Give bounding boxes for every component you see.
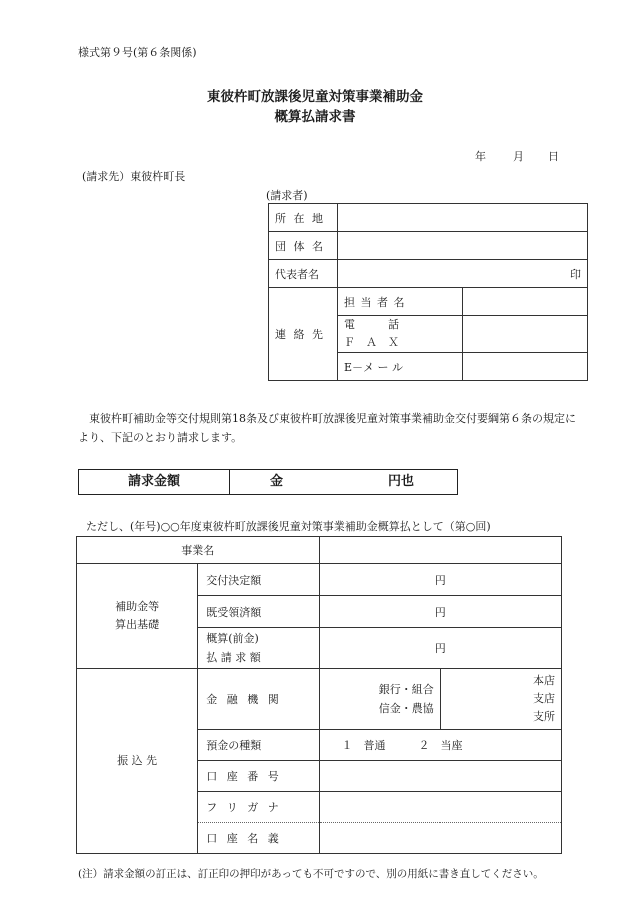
contact-person-label: 担 当 者 名 — [338, 288, 463, 316]
basis-label-line1: 補助金等 — [115, 600, 160, 613]
form-number: 様式第９号(第６条関係) — [78, 46, 197, 59]
advance-label-line1: 概算(前金) — [206, 632, 259, 645]
basis-label-line2: 算出基礎 — [115, 618, 160, 631]
seal-mark: 印 — [570, 267, 581, 281]
furigana-label: フ リ ガ ナ — [198, 792, 319, 823]
branch-sub: 支店 — [533, 692, 555, 705]
branch-office: 支所 — [533, 710, 555, 723]
advance-request-label — [198, 628, 319, 669]
branch-field[interactable] — [440, 669, 561, 730]
contact-person-field[interactable] — [463, 288, 588, 316]
amount-yen: 円也 — [388, 474, 415, 489]
phone-fax-field[interactable] — [463, 316, 588, 353]
amount-label: 請求金額 — [79, 470, 230, 494]
account-number-field[interactable] — [319, 761, 562, 792]
branch-main: 本店 — [533, 674, 555, 687]
group-name-label: 団 体 名 — [269, 232, 338, 260]
correction-note: (注）請求金額の訂正は、訂正印の押印があっても不可ですので、別の用紙に書き直してください。 — [78, 868, 544, 880]
representative-field[interactable] — [338, 260, 588, 288]
basis-label — [77, 564, 198, 669]
recipient: (請求先）東彼杵町長 — [82, 170, 186, 183]
advance-label-line2: 払 請 求 額 — [206, 651, 261, 664]
phone-fax-label — [338, 316, 463, 353]
project-name-field[interactable] — [319, 537, 562, 564]
decided-amount-label: 交付決定額 — [198, 564, 319, 596]
account-name-field[interactable] — [319, 823, 562, 854]
fax-label: Ｆ Ａ Ｘ — [344, 336, 399, 349]
decided-amount-field[interactable] — [319, 564, 562, 596]
yen-unit: 円 — [434, 573, 446, 587]
project-name-label: 事業名 — [77, 537, 320, 564]
transfer-label: 振 込 先 — [77, 669, 198, 854]
proviso-text: ただし、(年号)○○年度東彼杵町放課後児童対策事業補助金概算払として（第○回) — [86, 520, 491, 533]
requester-heading: (請求者) — [266, 189, 308, 202]
bank-types-line1: 銀行・組合 — [378, 683, 434, 696]
deposit-type-options[interactable]: １ 普通 ２ 当座 — [319, 730, 562, 761]
document-title: 東彼杵町放課後児童対策事業補助金 — [207, 89, 423, 105]
address-field[interactable] — [338, 204, 588, 232]
bank-types-line2: 信金・農協 — [378, 702, 434, 715]
document-subtitle: 概算払請求書 — [274, 109, 356, 125]
furigana-field[interactable] — [319, 792, 562, 823]
requester-table — [268, 203, 588, 381]
account-number-label: 口 座 番 号 — [198, 761, 319, 792]
received-amount-field[interactable] — [319, 596, 562, 628]
phone-label: 電 話 — [344, 318, 399, 331]
detail-table — [76, 536, 562, 854]
email-label: E－メ ー ル — [338, 353, 463, 381]
amount-field[interactable] — [230, 470, 457, 494]
received-amount-label: 既受領済額 — [198, 596, 319, 628]
representative-label: 代表者名 — [269, 260, 338, 288]
contact-label: 連 絡 先 — [269, 288, 338, 381]
date-month-label: 月 — [513, 150, 524, 163]
bank-name-field[interactable] — [319, 669, 440, 730]
amount-box — [78, 469, 458, 495]
bank-label: 金 融 機 関 — [198, 669, 319, 730]
amount-kin: 金 — [270, 474, 284, 489]
address-label: 所 在 地 — [269, 204, 338, 232]
request-statement: 東彼杵町補助金等交付規則第18条及び東彼杵町放課後児童対策事業補助金交付要綱第６条の規定により、下記のとおり請求します。 — [78, 412, 576, 444]
yen-unit: 円 — [434, 605, 446, 619]
account-name-label: 口 座 名 義 — [198, 823, 319, 854]
email-field[interactable] — [463, 353, 588, 381]
deposit-type-label: 預金の種類 — [198, 730, 319, 761]
date-year-label: 年 — [475, 150, 486, 163]
yen-unit: 円 — [434, 642, 446, 655]
group-name-field[interactable] — [338, 232, 588, 260]
advance-request-field[interactable] — [319, 628, 562, 669]
date-day-label: 日 — [548, 150, 559, 163]
